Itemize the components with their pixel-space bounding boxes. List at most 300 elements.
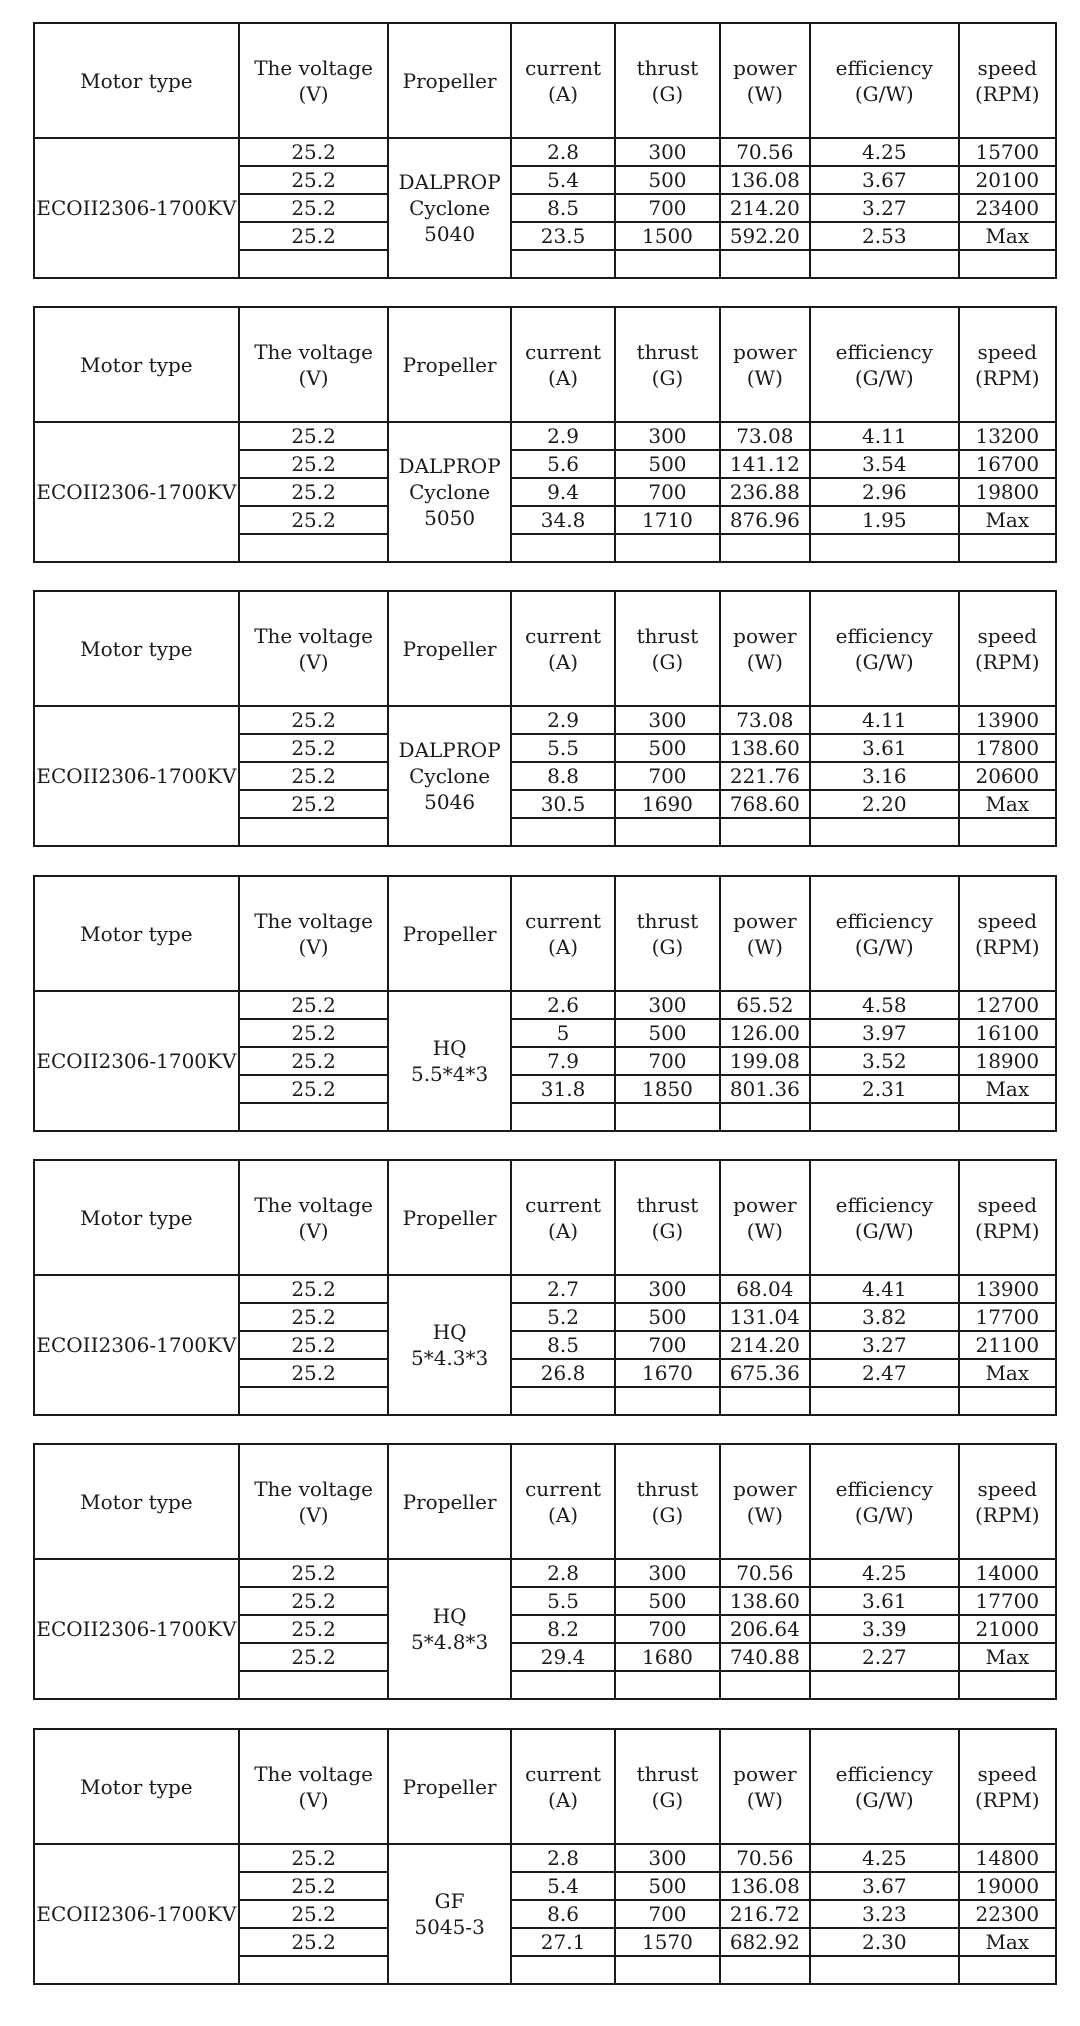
efficiency-cell: 3.67 — [810, 166, 959, 194]
header-speed: speed (RPM) — [959, 1729, 1056, 1844]
efficiency-cell: 4.11 — [810, 706, 959, 734]
speed-cell: 23400 — [959, 194, 1056, 222]
header-row — [34, 1160, 1056, 1275]
header-voltage: The voltage (V) — [239, 1444, 389, 1559]
header-efficiency: efficiency (G/W) — [810, 591, 959, 706]
header-motor-type: Motor type — [34, 876, 239, 991]
current-cell: 5.4 — [511, 166, 615, 194]
voltage-cell: 25.2 — [239, 734, 389, 762]
current-cell: 8.5 — [511, 194, 615, 222]
current-cell: 8.6 — [511, 1900, 615, 1928]
power-cell: 236.88 — [720, 478, 810, 506]
current-cell: 26.8 — [511, 1359, 615, 1387]
power-cell: 740.88 — [720, 1643, 810, 1671]
current-cell: 5 — [511, 1019, 615, 1047]
speed-cell: 20600 — [959, 762, 1056, 790]
speed-cell: Max — [959, 1643, 1056, 1671]
current-cell: 5.5 — [511, 1587, 615, 1615]
blank-cell — [615, 250, 719, 278]
speed-cell: 17700 — [959, 1587, 1056, 1615]
efficiency-cell: 3.82 — [810, 1303, 959, 1331]
voltage-cell: 25.2 — [239, 1359, 389, 1387]
blank-cell — [720, 1956, 810, 1984]
propeller-cell: HQ 5*4.3*3 — [388, 1275, 510, 1415]
voltage-cell: 25.2 — [239, 1587, 389, 1615]
header-current: current (A) — [511, 1160, 615, 1275]
voltage-cell: 25.2 — [239, 422, 389, 450]
speed-cell: Max — [959, 790, 1056, 818]
blank-cell — [720, 1671, 810, 1699]
voltage-cell: 25.2 — [239, 1075, 389, 1103]
header-propeller: Propeller — [388, 876, 510, 991]
spec-table — [33, 1443, 1057, 1700]
efficiency-cell: 4.25 — [810, 1844, 959, 1872]
blank-cell — [720, 250, 810, 278]
header-efficiency: efficiency (G/W) — [810, 1444, 959, 1559]
header-efficiency: efficiency (G/W) — [810, 307, 959, 422]
table-row — [34, 991, 1056, 1019]
power-cell: 675.36 — [720, 1359, 810, 1387]
blank-cell — [720, 534, 810, 562]
header-row — [34, 591, 1056, 706]
voltage-cell: 25.2 — [239, 1331, 389, 1359]
header-power: power (W) — [720, 307, 810, 422]
speed-cell: 16700 — [959, 450, 1056, 478]
power-cell: 131.04 — [720, 1303, 810, 1331]
voltage-cell: 25.2 — [239, 762, 389, 790]
blank-cell — [511, 534, 615, 562]
thrust-cell: 300 — [615, 991, 719, 1019]
blank-cell — [511, 250, 615, 278]
efficiency-cell: 2.47 — [810, 1359, 959, 1387]
thrust-cell: 700 — [615, 194, 719, 222]
blank-cell — [511, 1103, 615, 1131]
header-propeller: Propeller — [388, 307, 510, 422]
efficiency-cell: 2.30 — [810, 1928, 959, 1956]
motor-type-cell: ECOII2306-1700KV — [34, 706, 239, 846]
blank-cell — [511, 1387, 615, 1415]
efficiency-cell: 2.53 — [810, 222, 959, 250]
header-power: power (W) — [720, 876, 810, 991]
speed-cell: Max — [959, 222, 1056, 250]
header-propeller: Propeller — [388, 591, 510, 706]
efficiency-cell: 3.61 — [810, 1587, 959, 1615]
blank-cell — [810, 818, 959, 846]
table-row — [34, 706, 1056, 734]
efficiency-cell: 3.54 — [810, 450, 959, 478]
propeller-cell: HQ 5.5*4*3 — [388, 991, 510, 1131]
spec-table — [33, 875, 1057, 1132]
header-power: power (W) — [720, 23, 810, 138]
thrust-cell: 300 — [615, 422, 719, 450]
header-row — [34, 307, 1056, 422]
header-voltage: The voltage (V) — [239, 1160, 389, 1275]
blank-cell — [239, 534, 389, 562]
blank-cell — [959, 250, 1056, 278]
header-speed: speed (RPM) — [959, 307, 1056, 422]
voltage-cell: 25.2 — [239, 1643, 389, 1671]
header-motor-type: Motor type — [34, 1444, 239, 1559]
header-power: power (W) — [720, 1160, 810, 1275]
efficiency-cell: 4.11 — [810, 422, 959, 450]
current-cell: 27.1 — [511, 1928, 615, 1956]
thrust-cell: 500 — [615, 1872, 719, 1900]
spec-table — [33, 590, 1057, 847]
header-speed: speed (RPM) — [959, 591, 1056, 706]
blank-cell — [959, 1956, 1056, 1984]
blank-cell — [810, 1387, 959, 1415]
current-cell: 5.4 — [511, 1872, 615, 1900]
header-power: power (W) — [720, 1444, 810, 1559]
voltage-cell: 25.2 — [239, 506, 389, 534]
efficiency-cell: 3.27 — [810, 1331, 959, 1359]
blank-cell — [810, 1956, 959, 1984]
power-cell: 70.56 — [720, 1559, 810, 1587]
current-cell: 2.8 — [511, 1559, 615, 1587]
thrust-cell: 700 — [615, 762, 719, 790]
table-row — [34, 1844, 1056, 1872]
power-cell: 768.60 — [720, 790, 810, 818]
speed-cell: 12700 — [959, 991, 1056, 1019]
voltage-cell: 25.2 — [239, 1928, 389, 1956]
voltage-cell: 25.2 — [239, 478, 389, 506]
blank-cell — [720, 1103, 810, 1131]
power-cell: 214.20 — [720, 1331, 810, 1359]
motor-type-cell: ECOII2306-1700KV — [34, 1275, 239, 1415]
efficiency-cell: 2.20 — [810, 790, 959, 818]
power-cell: 138.60 — [720, 734, 810, 762]
voltage-cell: 25.2 — [239, 1844, 389, 1872]
thrust-cell: 300 — [615, 706, 719, 734]
current-cell: 2.8 — [511, 1844, 615, 1872]
header-current: current (A) — [511, 1729, 615, 1844]
efficiency-cell: 3.39 — [810, 1615, 959, 1643]
header-efficiency: efficiency (G/W) — [810, 1160, 959, 1275]
header-row — [34, 876, 1056, 991]
power-cell: 592.20 — [720, 222, 810, 250]
speed-cell: 13900 — [959, 1275, 1056, 1303]
efficiency-cell: 2.27 — [810, 1643, 959, 1671]
current-cell: 9.4 — [511, 478, 615, 506]
blank-cell — [959, 534, 1056, 562]
voltage-cell: 25.2 — [239, 790, 389, 818]
thrust-cell: 500 — [615, 450, 719, 478]
speed-cell: Max — [959, 1359, 1056, 1387]
header-current: current (A) — [511, 591, 615, 706]
blank-cell — [239, 1956, 389, 1984]
thrust-cell: 1500 — [615, 222, 719, 250]
power-cell: 801.36 — [720, 1075, 810, 1103]
voltage-cell: 25.2 — [239, 166, 389, 194]
header-row — [34, 1729, 1056, 1844]
thrust-cell: 700 — [615, 1331, 719, 1359]
voltage-cell: 25.2 — [239, 138, 389, 166]
speed-cell: 18900 — [959, 1047, 1056, 1075]
efficiency-cell: 3.52 — [810, 1047, 959, 1075]
efficiency-cell: 4.25 — [810, 1559, 959, 1587]
header-motor-type: Motor type — [34, 1160, 239, 1275]
power-cell: 136.08 — [720, 166, 810, 194]
table-row — [34, 1559, 1056, 1587]
voltage-cell: 25.2 — [239, 222, 389, 250]
blank-cell — [511, 1671, 615, 1699]
propeller-cell: DALPROP Cyclone 5040 — [388, 138, 510, 278]
power-cell: 876.96 — [720, 506, 810, 534]
spec-table — [33, 1728, 1057, 1985]
thrust-cell: 500 — [615, 1303, 719, 1331]
current-cell: 5.6 — [511, 450, 615, 478]
header-power: power (W) — [720, 591, 810, 706]
header-thrust: thrust (G) — [615, 876, 719, 991]
power-cell: 65.52 — [720, 991, 810, 1019]
voltage-cell: 25.2 — [239, 1615, 389, 1643]
voltage-cell: 25.2 — [239, 1275, 389, 1303]
header-thrust: thrust (G) — [615, 1444, 719, 1559]
thrust-cell: 1680 — [615, 1643, 719, 1671]
efficiency-cell: 4.25 — [810, 138, 959, 166]
header-motor-type: Motor type — [34, 307, 239, 422]
power-cell: 216.72 — [720, 1900, 810, 1928]
power-cell: 206.64 — [720, 1615, 810, 1643]
header-power: power (W) — [720, 1729, 810, 1844]
header-propeller: Propeller — [388, 1160, 510, 1275]
thrust-cell: 700 — [615, 1047, 719, 1075]
blank-cell — [959, 818, 1056, 846]
header-current: current (A) — [511, 1444, 615, 1559]
table-row — [34, 138, 1056, 166]
voltage-cell: 25.2 — [239, 1559, 389, 1587]
voltage-cell: 25.2 — [239, 1900, 389, 1928]
current-cell: 2.9 — [511, 422, 615, 450]
blank-cell — [615, 1956, 719, 1984]
voltage-cell: 25.2 — [239, 1047, 389, 1075]
propeller-cell: DALPROP Cyclone 5046 — [388, 706, 510, 846]
thrust-cell: 300 — [615, 138, 719, 166]
power-cell: 214.20 — [720, 194, 810, 222]
header-thrust: thrust (G) — [615, 1160, 719, 1275]
speed-cell: 19000 — [959, 1872, 1056, 1900]
thrust-cell: 500 — [615, 734, 719, 762]
efficiency-cell: 3.97 — [810, 1019, 959, 1047]
header-voltage: The voltage (V) — [239, 591, 389, 706]
blank-cell — [239, 250, 389, 278]
propeller-cell: GF 5045-3 — [388, 1844, 510, 1984]
voltage-cell: 25.2 — [239, 706, 389, 734]
power-cell: 68.04 — [720, 1275, 810, 1303]
blank-cell — [615, 1103, 719, 1131]
header-voltage: The voltage (V) — [239, 23, 389, 138]
header-efficiency: efficiency (G/W) — [810, 1729, 959, 1844]
spec-table — [33, 22, 1057, 279]
speed-cell: Max — [959, 506, 1056, 534]
power-cell: 682.92 — [720, 1928, 810, 1956]
efficiency-cell: 4.58 — [810, 991, 959, 1019]
motor-type-cell: ECOII2306-1700KV — [34, 1844, 239, 1984]
speed-cell: 14800 — [959, 1844, 1056, 1872]
header-motor-type: Motor type — [34, 1729, 239, 1844]
header-speed: speed (RPM) — [959, 1160, 1056, 1275]
blank-cell — [615, 1387, 719, 1415]
efficiency-cell: 3.67 — [810, 1872, 959, 1900]
thrust-cell: 500 — [615, 1019, 719, 1047]
blank-cell — [959, 1387, 1056, 1415]
current-cell: 34.8 — [511, 506, 615, 534]
table-row — [34, 422, 1056, 450]
header-speed: speed (RPM) — [959, 1444, 1056, 1559]
current-cell: 8.5 — [511, 1331, 615, 1359]
propeller-cell: HQ 5*4.8*3 — [388, 1559, 510, 1699]
thrust-cell: 1850 — [615, 1075, 719, 1103]
blank-cell — [810, 1671, 959, 1699]
efficiency-cell: 3.23 — [810, 1900, 959, 1928]
efficiency-cell: 4.41 — [810, 1275, 959, 1303]
efficiency-cell: 3.61 — [810, 734, 959, 762]
blank-cell — [615, 818, 719, 846]
blank-cell — [511, 818, 615, 846]
header-thrust: thrust (G) — [615, 307, 719, 422]
speed-cell: 17700 — [959, 1303, 1056, 1331]
thrust-cell: 700 — [615, 1615, 719, 1643]
header-current: current (A) — [511, 307, 615, 422]
speed-cell: 15700 — [959, 138, 1056, 166]
power-cell: 199.08 — [720, 1047, 810, 1075]
thrust-cell: 700 — [615, 1900, 719, 1928]
speed-cell: 14000 — [959, 1559, 1056, 1587]
speed-cell: 22300 — [959, 1900, 1056, 1928]
header-voltage: The voltage (V) — [239, 876, 389, 991]
current-cell: 30.5 — [511, 790, 615, 818]
voltage-cell: 25.2 — [239, 1872, 389, 1900]
power-cell: 70.56 — [720, 1844, 810, 1872]
current-cell: 7.9 — [511, 1047, 615, 1075]
current-cell: 2.8 — [511, 138, 615, 166]
header-propeller: Propeller — [388, 1729, 510, 1844]
efficiency-cell: 1.95 — [810, 506, 959, 534]
thrust-cell: 1670 — [615, 1359, 719, 1387]
header-voltage: The voltage (V) — [239, 307, 389, 422]
blank-cell — [959, 1103, 1056, 1131]
current-cell: 8.2 — [511, 1615, 615, 1643]
header-propeller: Propeller — [388, 23, 510, 138]
blank-cell — [239, 1103, 389, 1131]
blank-cell — [615, 1671, 719, 1699]
speed-cell: 13900 — [959, 706, 1056, 734]
power-cell: 221.76 — [720, 762, 810, 790]
voltage-cell: 25.2 — [239, 1019, 389, 1047]
blank-cell — [810, 250, 959, 278]
header-motor-type: Motor type — [34, 591, 239, 706]
voltage-cell: 25.2 — [239, 991, 389, 1019]
thrust-cell: 500 — [615, 1587, 719, 1615]
header-speed: speed (RPM) — [959, 876, 1056, 991]
efficiency-cell: 2.96 — [810, 478, 959, 506]
current-cell: 2.9 — [511, 706, 615, 734]
blank-cell — [615, 534, 719, 562]
power-cell: 136.08 — [720, 1872, 810, 1900]
efficiency-cell: 2.31 — [810, 1075, 959, 1103]
blank-cell — [810, 1103, 959, 1131]
speed-cell: Max — [959, 1075, 1056, 1103]
speed-cell: 17800 — [959, 734, 1056, 762]
thrust-cell: 300 — [615, 1559, 719, 1587]
blank-cell — [959, 1671, 1056, 1699]
header-propeller: Propeller — [388, 1444, 510, 1559]
header-thrust: thrust (G) — [615, 1729, 719, 1844]
power-cell: 141.12 — [720, 450, 810, 478]
current-cell: 2.6 — [511, 991, 615, 1019]
header-current: current (A) — [511, 23, 615, 138]
thrust-cell: 300 — [615, 1275, 719, 1303]
thrust-cell: 500 — [615, 166, 719, 194]
speed-cell: 21100 — [959, 1331, 1056, 1359]
power-cell: 70.56 — [720, 138, 810, 166]
current-cell: 5.5 — [511, 734, 615, 762]
motor-type-cell: ECOII2306-1700KV — [34, 422, 239, 562]
header-efficiency: efficiency (G/W) — [810, 23, 959, 138]
current-cell: 5.2 — [511, 1303, 615, 1331]
speed-cell: 20100 — [959, 166, 1056, 194]
power-cell: 138.60 — [720, 1587, 810, 1615]
current-cell: 31.8 — [511, 1075, 615, 1103]
spec-table — [33, 1159, 1057, 1416]
blank-cell — [239, 1387, 389, 1415]
current-cell: 8.8 — [511, 762, 615, 790]
header-row — [34, 1444, 1056, 1559]
thrust-cell: 700 — [615, 478, 719, 506]
blank-cell — [720, 818, 810, 846]
thrust-cell: 1710 — [615, 506, 719, 534]
header-efficiency: efficiency (G/W) — [810, 876, 959, 991]
efficiency-cell: 3.16 — [810, 762, 959, 790]
voltage-cell: 25.2 — [239, 1303, 389, 1331]
table-row — [34, 1275, 1056, 1303]
thrust-cell: 1570 — [615, 1928, 719, 1956]
voltage-cell: 25.2 — [239, 194, 389, 222]
thrust-cell: 300 — [615, 1844, 719, 1872]
header-thrust: thrust (G) — [615, 591, 719, 706]
speed-cell: 13200 — [959, 422, 1056, 450]
current-cell: 23.5 — [511, 222, 615, 250]
propeller-cell: DALPROP Cyclone 5050 — [388, 422, 510, 562]
current-cell: 2.7 — [511, 1275, 615, 1303]
blank-cell — [720, 1387, 810, 1415]
speed-cell: 21000 — [959, 1615, 1056, 1643]
motor-type-cell: ECOII2306-1700KV — [34, 991, 239, 1131]
thrust-cell: 1690 — [615, 790, 719, 818]
header-motor-type: Motor type — [34, 23, 239, 138]
power-cell: 73.08 — [720, 706, 810, 734]
blank-cell — [239, 1671, 389, 1699]
efficiency-cell: 3.27 — [810, 194, 959, 222]
motor-type-cell: ECOII2306-1700KV — [34, 138, 239, 278]
blank-cell — [239, 818, 389, 846]
blank-cell — [511, 1956, 615, 1984]
header-speed: speed (RPM) — [959, 23, 1056, 138]
header-voltage: The voltage (V) — [239, 1729, 389, 1844]
current-cell: 29.4 — [511, 1643, 615, 1671]
spec-table — [33, 306, 1057, 563]
blank-cell — [810, 534, 959, 562]
power-cell: 126.00 — [720, 1019, 810, 1047]
header-row — [34, 23, 1056, 138]
speed-cell: Max — [959, 1928, 1056, 1956]
header-thrust: thrust (G) — [615, 23, 719, 138]
speed-cell: 16100 — [959, 1019, 1056, 1047]
voltage-cell: 25.2 — [239, 450, 389, 478]
speed-cell: 19800 — [959, 478, 1056, 506]
motor-type-cell: ECOII2306-1700KV — [34, 1559, 239, 1699]
power-cell: 73.08 — [720, 422, 810, 450]
